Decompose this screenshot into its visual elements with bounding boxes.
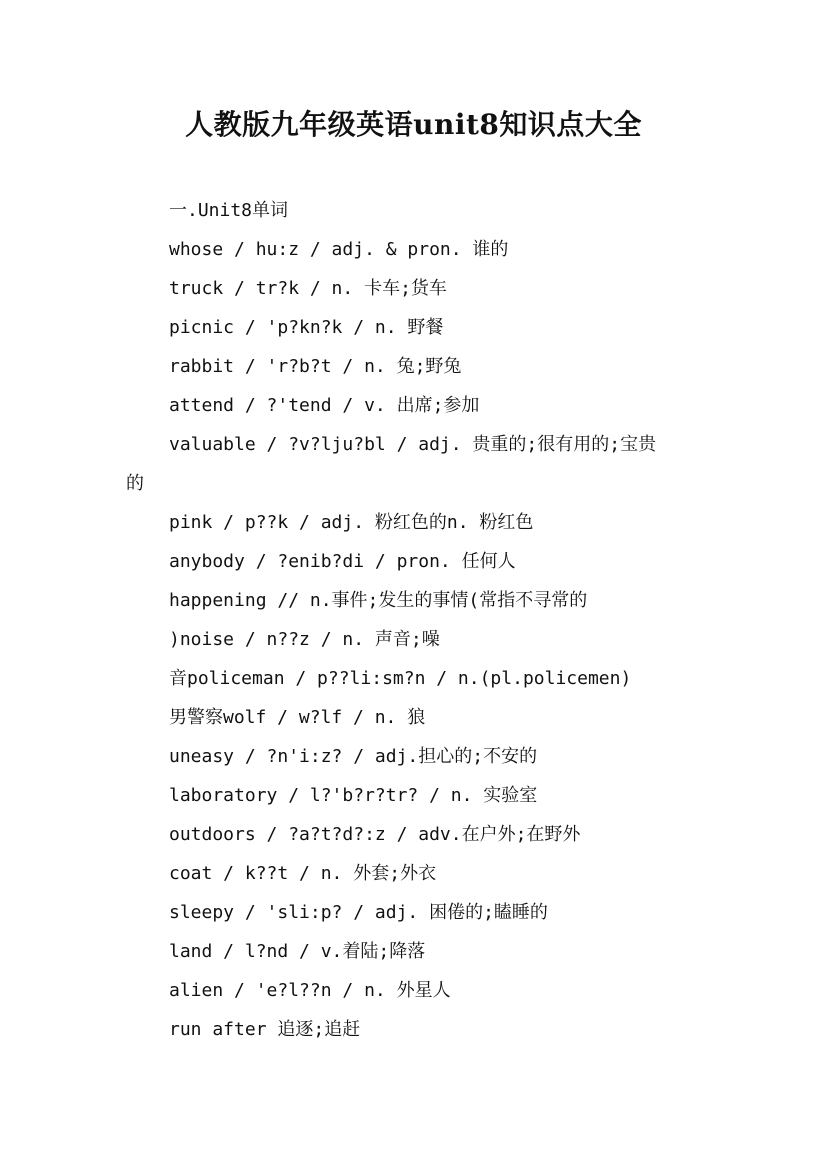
vocab-line: laboratory / l?'b?r?tr? / n. 实验室 (169, 785, 538, 806)
vocab-line: 男警察wolf / w?lf / n. 狼 (169, 707, 426, 728)
section-heading: 一.Unit8单词 (169, 200, 289, 221)
vocab-line: alien / 'e?l??n / n. 外星人 (169, 980, 451, 1001)
vocab-line: attend / ?'tend / v. 出席;参加 (169, 395, 480, 416)
vocab-line: pink / p??k / adj. 粉红色的n. 粉红色 (169, 512, 534, 533)
vocab-line: anybody / ?enib?di / pron. 任何人 (169, 551, 516, 572)
vocab-line: uneasy / ?n'i:z? / adj.担心的;不安的 (169, 746, 538, 767)
vocab-line-continuation: 的 (126, 473, 144, 494)
vocab-line: valuable / ?v?lju?bl / adj. 贵重的;很有用的;宝贵 (169, 434, 657, 455)
vocab-line: truck / tr?k / n. 卡车;货车 (169, 278, 447, 299)
vocab-line: sleepy / 'sli:p? / adj. 困倦的;瞌睡的 (169, 902, 548, 923)
vocab-line: 音policeman / p??li:sm?n / n.(pl.policemen) (169, 668, 632, 689)
vocab-line: )noise / n??z / n. 声音;噪 (169, 629, 440, 650)
vocab-line: happening // n.事件;发生的事情(常指不寻常的 (169, 590, 588, 611)
vocab-line: outdoors / ?a?t?d?:z / adv.在户外;在野外 (169, 824, 581, 845)
vocab-line: land / l?nd / v.着陆;降落 (169, 941, 426, 962)
vocab-line: run after 追逐;追赶 (169, 1019, 361, 1040)
vocab-line: picnic / 'p?kn?k / n. 野餐 (169, 317, 444, 338)
vocab-line: whose / hu:z / adj. & pron. 谁的 (169, 239, 509, 260)
document-title: 人教版九年级英语unit8知识点大全 (185, 108, 642, 141)
vocab-line: coat / k??t / n. 外套;外衣 (169, 863, 437, 884)
vocab-line: rabbit / 'r?b?t / n. 兔;野兔 (169, 356, 462, 377)
